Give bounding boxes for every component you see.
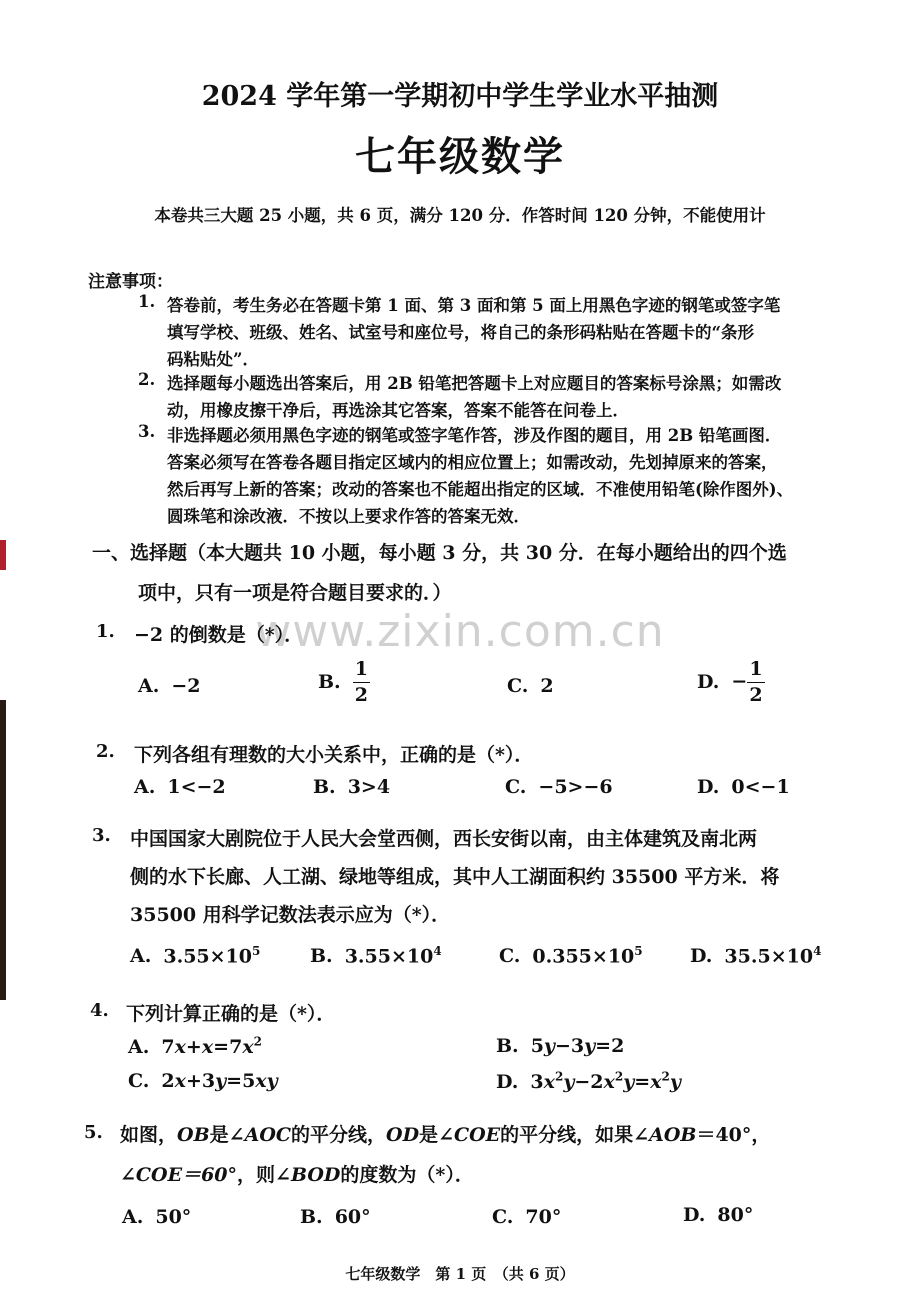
option-label: C. bbox=[505, 776, 527, 798]
fraction bbox=[747, 660, 764, 705]
option-label: D. bbox=[496, 1071, 519, 1094]
binding-edge-mark bbox=[0, 540, 6, 570]
exponent: 5 bbox=[634, 944, 643, 958]
exponent: 5 bbox=[252, 944, 261, 958]
option-label: C. bbox=[499, 945, 521, 968]
question-number: 5. bbox=[84, 1122, 103, 1143]
option-value: −2 bbox=[171, 675, 201, 697]
option-expression: 5y−3y=2 bbox=[530, 1035, 625, 1057]
option-expression: $7x+x=7x^2$ bbox=[161, 1035, 262, 1059]
option-label: A. bbox=[138, 675, 160, 697]
option-value: 80° bbox=[717, 1204, 754, 1226]
fraction bbox=[353, 660, 370, 705]
option-d bbox=[697, 660, 765, 705]
notice-number: 3. bbox=[138, 422, 156, 441]
option-value: 3>4 bbox=[347, 776, 391, 798]
denominator: 2 bbox=[749, 684, 763, 706]
option-label: D. bbox=[690, 945, 713, 968]
option-d bbox=[683, 1204, 753, 1226]
option-b bbox=[300, 1206, 371, 1228]
question-text: 下列计算正确的是（*）． bbox=[126, 1003, 336, 1025]
option-a bbox=[138, 675, 201, 697]
option-b bbox=[496, 1035, 624, 1057]
option-label: B. bbox=[300, 1206, 323, 1228]
exponent: 4 bbox=[813, 944, 822, 958]
notice-line: 填写学校、班级、姓名、试室号和座位号，将自己的条形码粘贴在答题卡的“条形 bbox=[167, 323, 754, 342]
option-c bbox=[499, 944, 643, 967]
option-b bbox=[310, 944, 442, 967]
notice-line: 码粘贴处”． bbox=[167, 350, 259, 369]
option-expression: 2x+3y=5xy bbox=[161, 1070, 278, 1092]
page-footer: 七年级数学 第 1 页 （共 6 页） bbox=[345, 1265, 575, 1283]
option-label: B. bbox=[313, 776, 336, 798]
option-d bbox=[496, 1070, 681, 1093]
question-number: 1. bbox=[96, 621, 115, 642]
option-c bbox=[492, 1206, 561, 1228]
option-label: A. bbox=[130, 945, 152, 968]
option-value: 0<−1 bbox=[731, 776, 790, 798]
exponent: 4 bbox=[433, 944, 442, 958]
option-expression: $3x^2y-2x^2y=x^2y$ bbox=[530, 1070, 681, 1094]
option-label: D. bbox=[697, 776, 720, 798]
question-text: 35500 用科学记数法表示应为（*）． bbox=[130, 904, 451, 926]
option-label: B. bbox=[318, 670, 341, 693]
question-number: 4. bbox=[90, 1000, 109, 1021]
question-number: 3. bbox=[92, 825, 111, 846]
watermark: www.zixin.com.cn bbox=[255, 606, 665, 657]
option-value: 0.355×10 bbox=[532, 945, 635, 968]
option-value: 1<−2 bbox=[167, 776, 226, 798]
option-c bbox=[507, 675, 554, 697]
option-a bbox=[128, 1035, 262, 1058]
option-d bbox=[697, 776, 790, 798]
exam-title: 2024 学年第一学期初中学生学业水平抽测 bbox=[201, 81, 719, 112]
notice-number: 2. bbox=[138, 370, 156, 389]
question-text: 侧的水下长廊、人工湖、绿地等组成，其中人工湖面积约 35500 平方米．将 bbox=[130, 866, 780, 888]
option-value: 60° bbox=[334, 1206, 371, 1228]
option-value: 3.55×10 bbox=[163, 945, 252, 968]
option-value: 35.5×10 bbox=[724, 945, 814, 968]
denominator: 2 bbox=[354, 684, 368, 706]
question-text: −2 的倒数是（*）． bbox=[134, 624, 304, 646]
option-value: 2 bbox=[540, 675, 554, 697]
option-a bbox=[130, 944, 260, 967]
option-a bbox=[122, 1206, 191, 1228]
question-text: 如图，OB是∠AOC的平分线，OD是∠COE的平分线，如果∠AOB＝40°， bbox=[120, 1124, 771, 1146]
exam-subject: 七年级数学 bbox=[355, 133, 565, 180]
notice-line: 答卷前，考生务必在答题卡第 1 面、第 3 面和第 5 面上用黑色字迹的钢笔或签字笔 bbox=[167, 296, 781, 315]
notice-line: 动，用橡皮擦干净后，再选涂其它答案，答案不能答在问卷上． bbox=[167, 401, 629, 420]
section-title-continued: 项中，只有一项是符合题目要求的．） bbox=[138, 582, 452, 604]
notice-line: 答案必须写在答卷各题目指定区域内的相应位置上；如需改动，先划掉原来的答案， bbox=[167, 453, 778, 472]
option-a bbox=[134, 776, 226, 798]
binding-edge-mark bbox=[0, 700, 6, 1000]
numerator: 1 bbox=[353, 660, 370, 683]
option-b bbox=[313, 776, 390, 798]
section-title: 一、选择题（本大题共 10 小题，每小题 3 分，共 30 分．在每小题给出的四个选 bbox=[92, 542, 787, 564]
exam-intro: 本卷共三大题 25 小题，共 6 页，满分 120 分．作答时间 120 分钟，不能使用计 bbox=[154, 206, 766, 225]
option-c bbox=[128, 1070, 278, 1092]
notice-number: 1. bbox=[138, 292, 156, 311]
option-label: D. bbox=[683, 1204, 706, 1226]
option-label: A. bbox=[122, 1206, 144, 1228]
option-label: B. bbox=[496, 1035, 519, 1057]
notice-line: 圆珠笔和涂改液．不按以上要求作答的答案无效． bbox=[167, 507, 530, 526]
option-label: C. bbox=[128, 1070, 150, 1092]
option-label: C. bbox=[507, 675, 529, 697]
option-label: A. bbox=[134, 776, 156, 798]
option-c bbox=[505, 776, 613, 798]
option-label: C. bbox=[492, 1206, 514, 1228]
option-value: −5>−6 bbox=[538, 776, 613, 798]
notice-line: 选择题每小题选出答案后，用 2B 铅笔把答题卡上对应题目的答案标号涂黑；如需改 bbox=[167, 374, 782, 393]
numerator: 1 bbox=[747, 660, 764, 683]
question-number: 2. bbox=[96, 741, 115, 762]
option-value: 70° bbox=[525, 1206, 562, 1228]
option-value: 3.55×10 bbox=[344, 945, 434, 968]
minus-sign: − bbox=[731, 670, 748, 693]
option-label: A. bbox=[128, 1036, 150, 1059]
option-b bbox=[318, 660, 370, 705]
question-text: 下列各组有理数的大小关系中，正确的是（*）． bbox=[134, 744, 534, 766]
option-label: B. bbox=[310, 945, 333, 968]
question-text: ∠COE＝60°，则∠BOD的度数为（*）． bbox=[120, 1164, 474, 1186]
option-value: 50° bbox=[155, 1206, 192, 1228]
notice-line: 非选择题必须用黑色字迹的钢笔或签字笔作答，涉及作图的题目，用 2B 铅笔画图． bbox=[167, 426, 782, 445]
notice-line: 然后再写上新的答案；改动的答案也不能超出指定的区域．不准使用铅笔(除作图外)、 bbox=[167, 480, 794, 499]
notice-heading: 注意事项： bbox=[88, 272, 173, 292]
option-d bbox=[690, 944, 821, 967]
question-text: 中国国家大剧院位于人民大会堂西侧，西长安街以南，由主体建筑及南北两 bbox=[130, 828, 758, 850]
option-label: D. bbox=[697, 670, 720, 693]
